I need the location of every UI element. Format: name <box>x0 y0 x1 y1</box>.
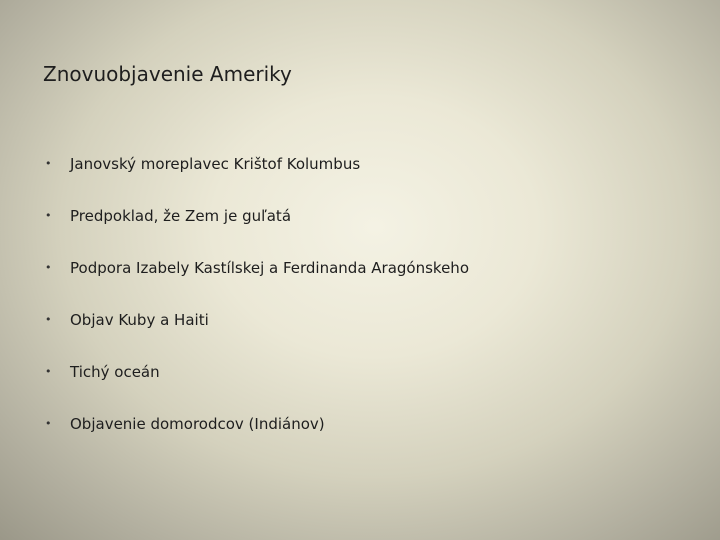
bullet-text: Objavenie domorodcov (Indiánov) <box>70 415 325 433</box>
bullet-icon: • <box>45 417 52 430</box>
slide-title: Znovuobjavenie Ameriky <box>43 62 292 86</box>
bullet-text: Objav Kuby a Haiti <box>70 311 209 329</box>
bullet-icon: • <box>45 313 52 326</box>
bullet-icon: • <box>45 209 52 222</box>
bullet-text: Tichý oceán <box>70 363 160 381</box>
bullet-icon: • <box>45 261 52 274</box>
bullet-text: Podpora Izabely Kastílskej a Ferdinanda Aragónskeho <box>70 259 469 277</box>
bullet-icon: • <box>45 157 52 170</box>
bullet-icon: • <box>45 365 52 378</box>
bullet-text: Predpoklad, že Zem je guľatá <box>70 207 292 225</box>
bullet-text: Janovský moreplavec Krištof Kolumbus <box>70 155 361 173</box>
